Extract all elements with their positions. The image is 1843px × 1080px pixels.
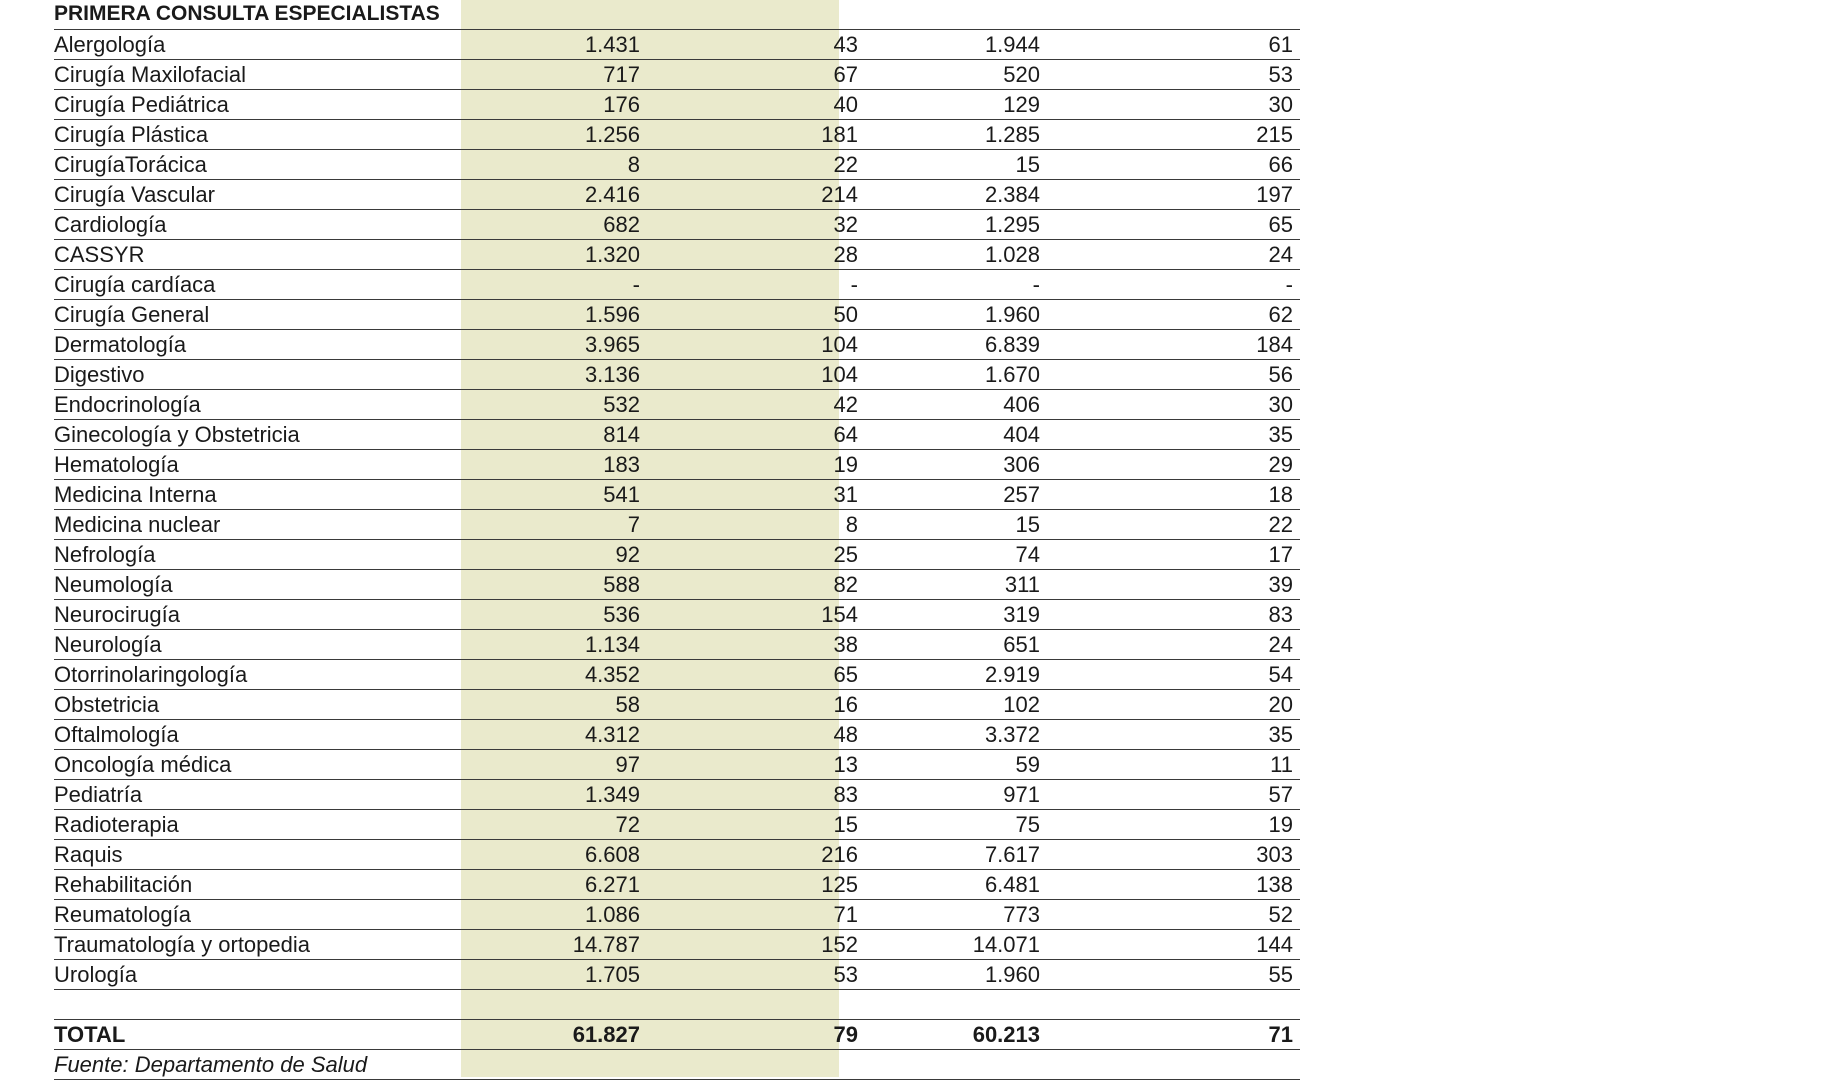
value-col-2: 13	[833, 752, 858, 777]
specialty-name: Neumología	[54, 572, 173, 597]
value-col-3: 7.617	[984, 842, 1040, 867]
value-col-1: 6.608	[584, 842, 640, 867]
table-row	[54, 60, 1300, 90]
value-col-3: 1.944	[984, 32, 1040, 57]
value-col-3: 406	[1003, 392, 1040, 417]
value-col-4: -	[1285, 272, 1293, 297]
value-col-3: 1.960	[984, 302, 1040, 327]
value-col-1: 541	[603, 482, 640, 507]
value-col-1: 176	[603, 92, 640, 117]
value-col-3: 257	[1003, 482, 1040, 507]
table-row	[54, 690, 1300, 720]
specialty-name: Ginecología y Obstetricia	[54, 422, 300, 447]
value-col-3: 60.213	[972, 1022, 1040, 1047]
specialty-name: Endocrinología	[54, 392, 201, 417]
table-header	[54, 0, 1300, 29]
table-row	[54, 240, 1300, 270]
value-col-4: 22	[1268, 512, 1293, 537]
value-col-4: 303	[1256, 842, 1293, 867]
specialty-name: Cirugía Plástica	[54, 122, 209, 147]
table-row	[54, 90, 1300, 120]
specialty-name: Cirugía Pediátrica	[54, 92, 229, 117]
table-row	[54, 750, 1300, 780]
value-col-4: 184	[1256, 332, 1293, 357]
value-col-1: 4.312	[584, 722, 640, 747]
value-col-4: 39	[1268, 572, 1293, 597]
value-col-2: 42	[833, 392, 858, 417]
table-row	[54, 780, 1300, 810]
table-row	[54, 960, 1300, 990]
value-col-2: 31	[833, 482, 858, 507]
value-col-4: 65	[1268, 212, 1293, 237]
value-col-1: 14.787	[572, 932, 640, 957]
value-col-1: 1.705	[584, 962, 640, 987]
value-col-4: 18	[1268, 482, 1293, 507]
value-col-4: 197	[1256, 182, 1293, 207]
table-row	[54, 840, 1300, 870]
value-col-2: 43	[833, 32, 858, 57]
value-col-1: 1.431	[584, 32, 640, 57]
value-col-3: 15	[1015, 512, 1040, 537]
value-col-4: 61	[1268, 32, 1293, 57]
value-col-3: 6.839	[984, 332, 1040, 357]
value-col-3: 1.295	[984, 212, 1040, 237]
specialty-name: Pediatría	[54, 782, 143, 807]
value-col-2: 15	[833, 812, 858, 837]
value-col-1: 4.352	[584, 662, 640, 687]
specialty-name: Obstetricia	[54, 692, 160, 717]
value-col-1: 1.320	[584, 242, 640, 267]
value-col-3: 651	[1003, 632, 1040, 657]
value-col-2: 28	[833, 242, 858, 267]
value-col-3: 6.481	[984, 872, 1040, 897]
value-col-2: 216	[821, 842, 858, 867]
value-col-4: 215	[1256, 122, 1293, 147]
value-col-3: 1.960	[984, 962, 1040, 987]
value-col-2: 104	[821, 362, 858, 387]
specialty-name: Nefrología	[54, 542, 156, 567]
value-col-2: 125	[821, 872, 858, 897]
table-row	[54, 30, 1300, 60]
value-col-3: 3.372	[984, 722, 1040, 747]
value-col-3: 1.285	[984, 122, 1040, 147]
value-col-2: 8	[845, 512, 858, 537]
value-col-1: -	[632, 272, 640, 297]
value-col-4: 55	[1268, 962, 1293, 987]
table-row	[54, 870, 1300, 900]
value-col-4: 144	[1256, 932, 1293, 957]
table-row	[54, 600, 1300, 630]
table-row	[54, 480, 1300, 510]
value-col-2: 71	[833, 902, 858, 927]
value-col-1: 814	[603, 422, 640, 447]
value-col-4: 11	[1270, 752, 1293, 777]
value-col-1: 536	[603, 602, 640, 627]
specialty-name: Fuente: Departamento de Salud	[54, 1052, 368, 1077]
value-col-1: 58	[615, 692, 640, 717]
value-col-4: 54	[1268, 662, 1293, 687]
value-col-2: 83	[833, 782, 858, 807]
specialty-name: PRIMERA CONSULTA ESPECIALISTAS	[54, 2, 440, 25]
specialty-name: Oncología médica	[54, 752, 232, 777]
value-col-2: 214	[821, 182, 858, 207]
value-col-4: 19	[1268, 812, 1293, 837]
value-col-3: 311	[1004, 572, 1040, 597]
specialty-name: Rehabilitación	[54, 872, 193, 897]
table-row	[54, 660, 1300, 690]
value-col-3: 102	[1003, 692, 1040, 717]
table-row	[54, 900, 1300, 930]
value-col-3: -	[1032, 272, 1040, 297]
value-col-1: 1.256	[584, 122, 640, 147]
specialty-name: Medicina nuclear	[54, 512, 221, 537]
value-col-1: 717	[603, 62, 640, 87]
value-col-3: 404	[1003, 422, 1040, 447]
value-col-3: 2.384	[984, 182, 1040, 207]
table-row	[54, 390, 1300, 420]
table-row	[54, 810, 1300, 840]
value-col-4: 138	[1256, 872, 1293, 897]
value-col-4: 30	[1268, 392, 1293, 417]
table-row	[54, 450, 1300, 480]
specialty-name: Oftalmología	[54, 722, 179, 747]
value-col-1: 532	[603, 392, 640, 417]
table-row	[54, 300, 1300, 330]
value-col-2: 53	[833, 962, 858, 987]
value-col-2: 48	[833, 722, 858, 747]
value-col-4: 56	[1268, 362, 1293, 387]
value-col-3: 520	[1003, 62, 1040, 87]
value-col-2: 40	[833, 92, 858, 117]
table-row	[54, 330, 1300, 360]
value-col-4: 20	[1268, 692, 1293, 717]
value-col-4: 35	[1268, 422, 1293, 447]
value-col-3: 319	[1003, 602, 1040, 627]
table-row	[54, 180, 1300, 210]
value-col-1: 3.136	[584, 362, 640, 387]
value-col-2: 82	[833, 572, 858, 597]
value-col-4: 30	[1268, 92, 1293, 117]
value-col-3: 306	[1003, 452, 1040, 477]
value-col-4: 53	[1268, 62, 1293, 87]
specialty-name: Cirugía Vascular	[54, 182, 215, 207]
value-col-3: 2.919	[984, 662, 1040, 687]
value-col-2: 25	[833, 542, 858, 567]
specialty-name: Cirugía Maxilofacial	[54, 62, 246, 87]
table-row	[54, 150, 1300, 180]
table-row	[54, 510, 1300, 540]
value-col-1: 1.596	[584, 302, 640, 327]
value-col-3: 1.028	[984, 242, 1040, 267]
value-col-4: 17	[1268, 542, 1293, 567]
value-col-1: 61.827	[572, 1022, 640, 1047]
value-col-2: 152	[821, 932, 858, 957]
table-row	[54, 270, 1300, 300]
specialty-name: Traumatología y ortopedia	[54, 932, 310, 957]
table-row	[54, 210, 1300, 240]
value-col-4: 24	[1268, 242, 1293, 267]
specialty-name: CirugíaTorácica	[54, 152, 207, 177]
value-col-3: 15	[1015, 152, 1040, 177]
value-col-1: 3.965	[584, 332, 640, 357]
value-col-4: 29	[1268, 452, 1293, 477]
value-col-1: 1.349	[584, 782, 640, 807]
table-row	[54, 630, 1300, 660]
value-col-3: 14.071	[972, 932, 1040, 957]
value-col-3: 1.670	[984, 362, 1040, 387]
value-col-1: 588	[603, 572, 640, 597]
value-col-4: 62	[1268, 302, 1293, 327]
value-col-1: 1.134	[584, 632, 640, 657]
value-col-2: 22	[833, 152, 858, 177]
value-col-2: 16	[833, 692, 858, 717]
value-col-1: 6.271	[584, 872, 640, 897]
specialty-name: Digestivo	[54, 362, 145, 387]
value-col-1: 1.086	[584, 902, 640, 927]
value-col-1: 682	[603, 212, 640, 237]
value-col-1: 72	[615, 812, 640, 837]
table-row	[54, 930, 1300, 960]
specialty-name: Neurología	[54, 632, 162, 657]
value-col-1: 7	[627, 512, 640, 537]
value-col-2: 32	[833, 212, 858, 237]
value-col-2: 50	[833, 302, 858, 327]
value-col-1: 2.416	[584, 182, 640, 207]
value-col-4: 71	[1268, 1022, 1293, 1047]
value-col-1: 97	[615, 752, 640, 777]
consultation-table	[54, 0, 1300, 1080]
source-note	[54, 1050, 1300, 1080]
value-col-2: 154	[821, 602, 858, 627]
total-row	[54, 1020, 1300, 1050]
value-col-4: 57	[1268, 782, 1293, 807]
specialty-name: Neurocirugía	[54, 602, 180, 627]
value-col-4: 83	[1268, 602, 1293, 627]
value-col-2: 65	[833, 662, 858, 687]
value-col-3: 129	[1003, 92, 1040, 117]
specialty-name: Raquis	[54, 842, 123, 867]
value-col-3: 773	[1003, 902, 1040, 927]
row-divider	[54, 989, 1300, 990]
value-col-2: 181	[821, 122, 858, 147]
specialty-name: Hematología	[54, 452, 179, 477]
value-col-2: 67	[833, 62, 858, 87]
value-col-1: 183	[603, 452, 640, 477]
specialty-name: Otorrinolaringología	[54, 662, 248, 687]
table-row	[54, 540, 1300, 570]
value-col-1: 8	[627, 152, 640, 177]
value-col-2: 19	[833, 452, 858, 477]
table-row	[54, 120, 1300, 150]
value-col-2: 38	[833, 632, 858, 657]
value-col-4: 52	[1268, 902, 1293, 927]
table-row	[54, 720, 1300, 750]
value-col-3: 971	[1003, 782, 1040, 807]
value-col-2: 104	[821, 332, 858, 357]
table-row	[54, 570, 1300, 600]
specialty-name: Medicina Interna	[54, 482, 217, 507]
specialty-name: Alergología	[54, 32, 166, 57]
specialty-name: Dermatología	[54, 332, 187, 357]
specialty-name: Radioterapia	[54, 812, 179, 837]
value-col-2: 79	[833, 1022, 858, 1047]
value-col-1: 92	[615, 542, 640, 567]
value-col-4: 66	[1268, 152, 1293, 177]
value-col-2: -	[850, 272, 858, 297]
table-row	[54, 420, 1300, 450]
specialty-name: Reumatología	[54, 902, 191, 927]
specialty-name: Cardiología	[54, 212, 167, 237]
table-row	[54, 360, 1300, 390]
specialty-name: TOTAL	[54, 1022, 126, 1047]
specialty-name: Cirugía cardíaca	[54, 272, 216, 297]
value-col-4: 35	[1268, 722, 1293, 747]
specialty-name: Cirugía General	[54, 302, 210, 327]
value-col-3: 75	[1015, 812, 1040, 837]
value-col-3: 59	[1015, 752, 1040, 777]
value-col-3: 74	[1015, 542, 1040, 567]
value-col-4: 24	[1268, 632, 1293, 657]
specialty-name: Urología	[54, 962, 138, 987]
value-col-2: 64	[833, 422, 858, 447]
specialty-name: CASSYR	[54, 242, 145, 267]
